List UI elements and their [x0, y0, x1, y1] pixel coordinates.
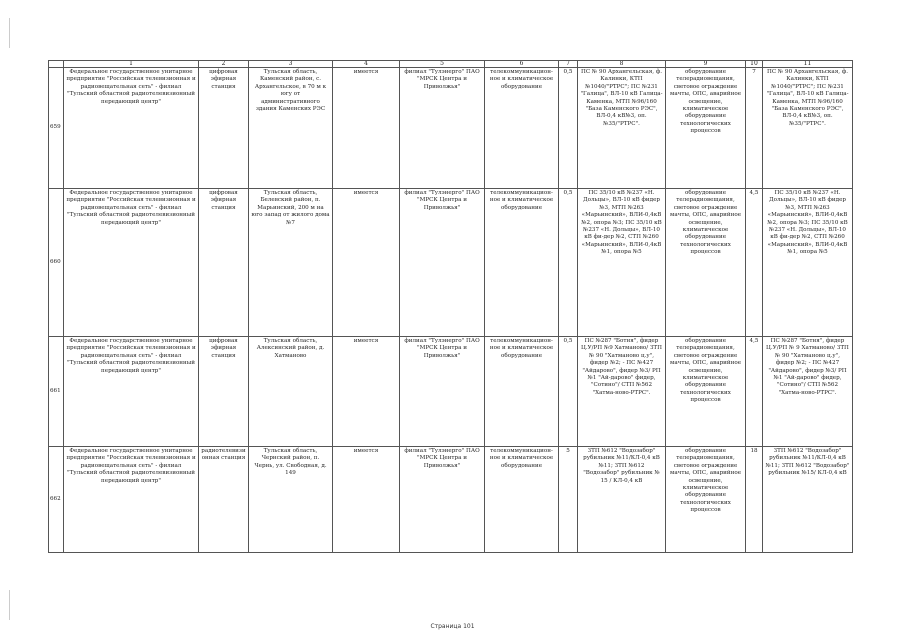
presence-cell: имеется: [333, 447, 400, 553]
equipment-cell: телекоммуникацион-ное и климатическое оборудование: [485, 337, 559, 447]
row-number: 662: [49, 447, 64, 553]
station-type-cell: цифровая эфирная станция: [199, 189, 249, 337]
power-source-cell: ПС № 90 Архангельская, ф. Калинки, КТП №1040/"РТРС"; ПС №231 "Галица", ВЛ-10 кВ Галица-Каменка, МТП №96/160 "База Каменского РЭС", ВЛ-0,4 кВ№3, оп.№35/"РТРС".: [578, 68, 666, 189]
station-type-cell: радиотелевизионная станция: [199, 447, 249, 553]
row-number: 661: [49, 337, 64, 447]
power-source-required-cell: ПС 35/10 кВ №237 «Н. Дольцы», ВЛ-10 кВ фидер №3, МТП №263 «Марьинский», ВЛИ-0,4кВ №2, опора №3; ПС 35/10 кВ №237 «Н. Дольцы», ВЛ-10 кВ фи-дер №2, СТП №260 «Марьинский», ВЛИ-0,4кВ №1, опора №5: [763, 189, 853, 337]
header-cell: 6: [485, 61, 559, 68]
power-source-required-cell: ЗТП №612 "Водозабор" рубильник №11/КЛ-0,4 кВ №11; ЗТП №612 "Водозабор" рубильник №15/ КЛ-0,4 кВ: [763, 447, 853, 553]
supplier-cell: филиал "Тулэнерго" ПАО "МРСК Центра и Приволжья": [400, 337, 485, 447]
consumers-cell: оборудование телерадиовещания, световое ограждение мачты, ОПС, аварийное освещение, климатическое оборудование технологических процессов: [666, 447, 746, 553]
equipment-cell: телекоммуникацион-ное и климатическое оборудование: [485, 189, 559, 337]
presence-cell: имеется: [333, 68, 400, 189]
station-type-cell: цифровая эфирная станция: [199, 337, 249, 447]
header-cell: 2: [199, 61, 249, 68]
power-source-required-cell: ПС №287 "Ботня", фидер Ц.У/РП № 9 Хатманово/ ЗТП № 90 "Хатманово ц.у", фидер №2; - ПС №427 "Айдарово", фидер №3/ РП №1 "Ай-дарово" фидер, "Сотино"/ СТП №562 "Хатма-ново-РТРС".: [763, 337, 853, 447]
organization-cell: Федеральное государственное унитарное предприятие "Российская телевизионная и радиовещательная сеть" - филиал "Тульский областной радиотелевизионный передающий центр": [64, 447, 199, 553]
address-cell: Тульская область, Алексинский район, д. Хатманово: [249, 337, 333, 447]
power-source-required-cell: ПС № 90 Архангельская, ф. Калинки, КТП №1040/"РТРС"; ПС №231 "Галица", ВЛ-10 кВ Галица-Каменка, МТП №96/160 "База Каменского РЭС", ВЛ-0,4 кВ№3, оп.№35/"РТРС".: [763, 68, 853, 189]
organization-cell: Федеральное государственное унитарное предприятие "Российская телевизионная и радиовещательная сеть" - филиал "Тульский областной радиотелевизионный передающий центр": [64, 337, 199, 447]
power-current-cell: 0,5: [559, 337, 578, 447]
table-row: [49, 337, 853, 447]
supplier-cell: филиал "Тулэнерго" ПАО "МРСК Центра и Приволжья": [400, 447, 485, 553]
power-source-cell: ПС №287 "Ботня", фидер Ц.У/РП №9 Хатманово/ ЗТП № 90 "Хатманово ц.у", фидер №2; - ПС №427 "Айдарово", фидер №3/ РП №1 "Ай-дарово" фидер, "Сотино"/ СТП №562 "Хатма-ново-РТРС".: [578, 337, 666, 447]
power-current-cell: 5: [559, 447, 578, 553]
data-table: [48, 60, 853, 553]
table-row: [49, 189, 853, 337]
header-cell: 3: [249, 61, 333, 68]
header-cell: 11: [763, 61, 853, 68]
power-required-cell: 7: [746, 68, 763, 189]
address-cell: Тульская область, Белевский район, п. Марьинский, 200 м на юго запад от жилого дома №7: [249, 189, 333, 337]
header-cell: 10: [746, 61, 763, 68]
presence-cell: имеется: [333, 189, 400, 337]
organization-cell: Федеральное государственное унитарное предприятие "Российская телевизионная и радиовещательная сеть" - филиал "Тульский областной радиотелевизионный передающий центр": [64, 189, 199, 337]
scan-edge-line: [9, 18, 10, 48]
header-cell: 4: [333, 61, 400, 68]
address-cell: Тульская область, Чернский район, п. Чернь, ул. Свободная, д. 149: [249, 447, 333, 553]
power-required-cell: 18: [746, 447, 763, 553]
header-cell: 8: [578, 61, 666, 68]
consumers-cell: оборудование телерадиовещания, световое ограждение мачты, ОПС, аварийное освещение, климатическое оборудование технологических процессов: [666, 68, 746, 189]
row-number: 659: [49, 68, 64, 189]
header-cell: 7: [559, 61, 578, 68]
header-cell: 1: [64, 61, 199, 68]
header-cell: 9: [666, 61, 746, 68]
table-row: [49, 68, 853, 189]
table-header-row: [49, 61, 853, 68]
consumers-cell: оборудование телерадиовещания, световое ограждение мачты, ОПС, аварийное освещение, климатическое оборудование технологических процессов: [666, 189, 746, 337]
equipment-cell: телекоммуникацион-ное и климатическое оборудование: [485, 68, 559, 189]
header-cell-empty: [49, 61, 64, 68]
power-current-cell: 0,5: [559, 189, 578, 337]
power-source-cell: ЗТП №612 "Водозабор" рубильник №11/КЛ-0,4 кВ №11; ЗТП №612 "Водозабор" рубильник № 15 / КЛ-0,4 кВ: [578, 447, 666, 553]
power-required-cell: 4,5: [746, 189, 763, 337]
header-cell: 5: [400, 61, 485, 68]
power-current-cell: 0,5: [559, 68, 578, 189]
row-number: 660: [49, 189, 64, 337]
power-required-cell: 4,5: [746, 337, 763, 447]
supplier-cell: филиал "Тулэнерго" ПАО "МРСК Центра и Приволжья": [400, 189, 485, 337]
scan-edge-line: [9, 590, 10, 620]
station-type-cell: цифровая эфирная станция: [199, 68, 249, 189]
equipment-cell: телекоммуникацион-ное и климатическое оборудование: [485, 447, 559, 553]
consumers-cell: оборудование телерадиовещания, световое ограждение мачты, ОПС, аварийное освещение, климатическое оборудование технологических процессов: [666, 337, 746, 447]
table-row: [49, 447, 853, 553]
power-source-cell: ПС 35/10 кВ №237 «Н. Дольцы», ВЛ-10 кВ фидер №3, МТП №263 «Марьинский», ВЛИ-0,4кВ №2, опора №3; ПС 35/10 кВ №237 «Н. Дольцы», ВЛ-10 кВ фи-дер №2, СТП №260 «Марьинский», ВЛИ-0,4кВ №1, опора №5: [578, 189, 666, 337]
supplier-cell: филиал "Тулэнерго" ПАО "МРСК Центра и Приволжья": [400, 68, 485, 189]
presence-cell: имеется: [333, 337, 400, 447]
address-cell: Тульская область, Каменский район, с. Архангельское, в 70 м к югу от административного здания Каменских РЭС: [249, 68, 333, 189]
page-number: Страница 101: [430, 623, 475, 630]
organization-cell: Федеральное государственное унитарное предприятие "Российская телевизионная и радиовещательная сеть" - филиал "Тульский областной радиотелевизионный передающий центр": [64, 68, 199, 189]
